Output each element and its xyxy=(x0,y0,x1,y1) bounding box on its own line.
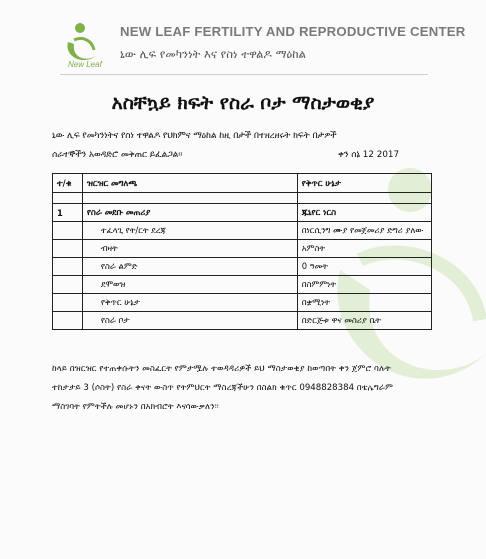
footer-line-2: ተከታታይ 3 (ሶስት) የስራ ቀናት ውስጥ የትምህርት ማስረጃችሁን በስልክ ቁጥር 0948828384 በቴሌግራም xyxy=(52,383,394,393)
application-instructions xyxy=(52,360,442,417)
header-description: ዝርዝር መግለጫ xyxy=(82,174,297,193)
vacancy-table xyxy=(52,173,432,330)
table-row xyxy=(53,294,432,312)
spacer-cell xyxy=(297,193,431,204)
document-title: አስቸኳይ ክፍት የስራ ቦታ ማስታወቂያ xyxy=(111,92,375,114)
section-label: የስራ መደቡ መጠሪያ xyxy=(82,204,297,222)
row-number xyxy=(53,222,83,240)
table-row xyxy=(53,258,432,276)
announcement-date: ቀን ሰኔ 12 2017 xyxy=(338,150,400,160)
table-row xyxy=(53,240,432,258)
footer-line-1: ከላይ በዝርዝር የተጠቀሱትን መስፈርት የምታሟሉ ተወዳዳሪዎች ይህ ማስታወቂያ ከወጣበት ቀን ጀምሮ ባሉት xyxy=(52,364,391,374)
row-label: የስራ ቦታ xyxy=(82,312,297,330)
intro-line-1: ኒው ሊፍ የመካንነትና የስነ ተዋልዶ የህክምና ማዕከል ከዚ በታች በተዘረዘሩት ክፍት በታዎች xyxy=(52,131,337,141)
footer-line-3: ማስገባት የምትችሉ መሆኑን በአክብሮት እናሳውቃለን፡፡ xyxy=(52,402,219,412)
row-label: ተፈላጊ የት/ርት ደረጃ xyxy=(82,222,297,240)
row-label: ብዛት xyxy=(82,240,297,258)
table-row xyxy=(53,312,432,330)
row-value: በነርሲንግ ሙያ የመጀመሪያ ድግሪ ያለው xyxy=(297,222,431,240)
table-section-row xyxy=(53,204,432,222)
header-divider xyxy=(60,74,428,75)
table-header-row xyxy=(53,174,432,193)
header-number: ተ/ቁ xyxy=(53,174,83,193)
spacer-cell xyxy=(82,193,297,204)
row-number xyxy=(53,294,83,312)
section-value: ጁኒየር ነርስ xyxy=(297,204,431,222)
row-value: በስምምነት xyxy=(297,276,431,294)
org-name-english: NEW LEAF FERTILITY AND REPRODUCTIVE CENTER xyxy=(120,24,466,39)
spacer-cell xyxy=(53,193,83,204)
header-condition: የቅጥር ሁኔታ xyxy=(297,174,431,193)
row-number xyxy=(53,276,83,294)
row-value: አምስት xyxy=(297,240,431,258)
org-name-amharic: ኒው ሊፍ የመካንነት እና የስነ ተዋልዶ ማዕከል xyxy=(120,47,306,61)
intro-line-2: ሰራተኞችን አወዳድሮ መቅጠር ይፈልጋል፡፡ xyxy=(52,150,183,160)
row-number xyxy=(53,240,83,258)
row-number xyxy=(53,258,83,276)
row-number xyxy=(53,312,83,330)
row-value: 0 ዓመት xyxy=(297,258,431,276)
row-value: በድርጅቱ ዋና መስሪያ ቤት xyxy=(297,312,431,330)
section-number: 1 xyxy=(53,204,83,222)
logo-text: New Leaf xyxy=(68,60,102,69)
letterhead xyxy=(60,14,480,74)
row-label: የቅጥር ሁኔታ xyxy=(82,294,297,312)
table-spacer-row xyxy=(53,193,432,204)
table-row xyxy=(53,222,432,240)
row-value: በቋሚነት xyxy=(297,294,431,312)
row-label: ደሞወዝ xyxy=(82,276,297,294)
row-label: የስራ ልምድ xyxy=(82,258,297,276)
table-row xyxy=(53,276,432,294)
